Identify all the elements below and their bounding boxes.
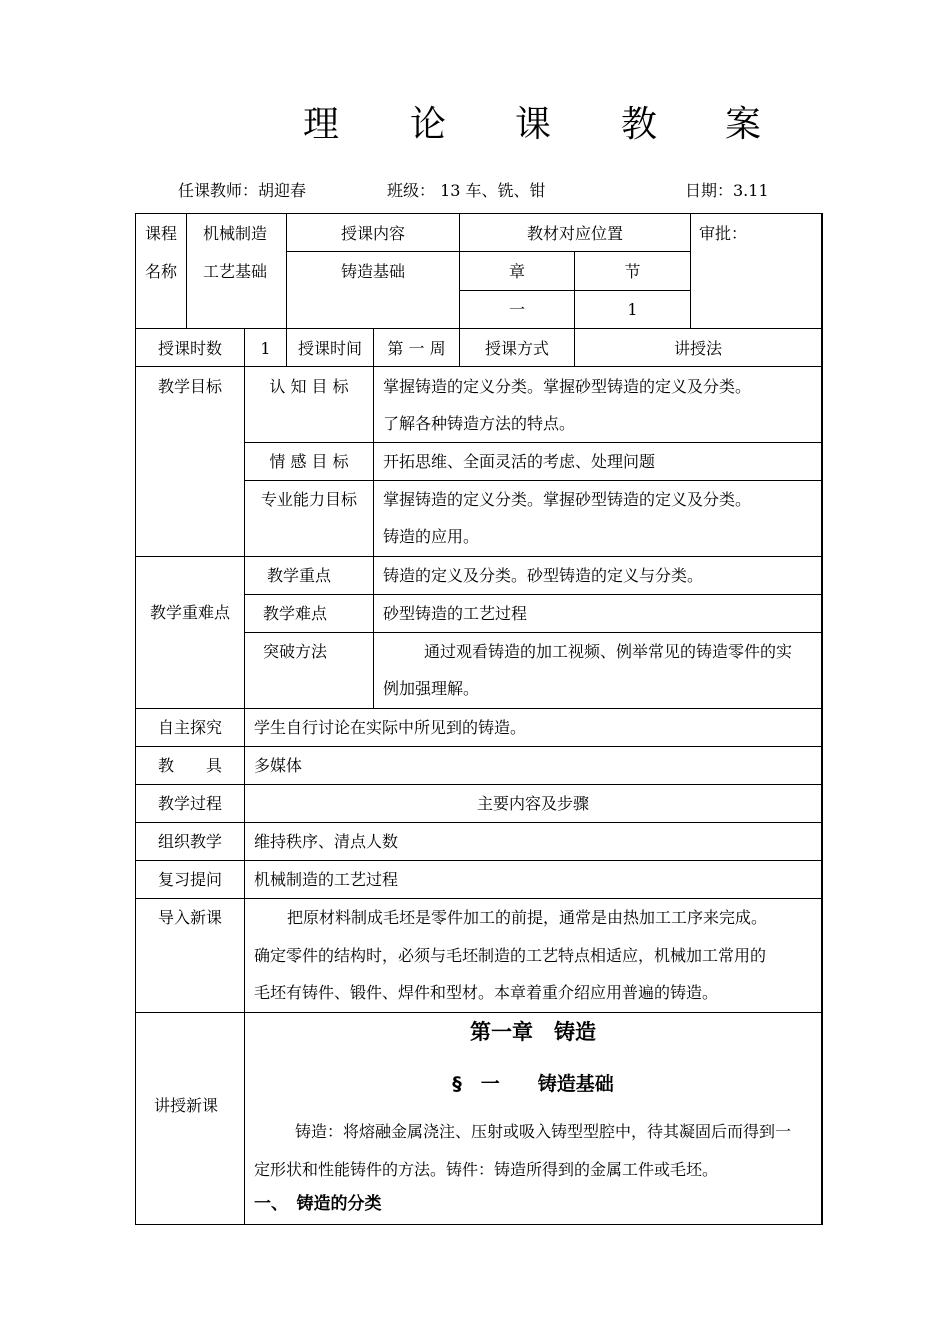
course-name-value: 机械制造: [203, 224, 268, 243]
emotion-goal-label: 情 感 目 标: [269, 452, 349, 471]
page-title: [0, 102, 950, 152]
course-name-label: 课程: [145, 224, 178, 243]
course-name-label: 名称: [145, 262, 178, 281]
cognitive-goal-text: 掌握铸造的定义分类。掌握砂型铸造的定义及分类。: [383, 377, 752, 396]
breakthrough-label: 突破方法: [262, 642, 327, 661]
table-line: [373, 366, 374, 556]
content-value: 铸造基础: [340, 262, 405, 281]
difficulty-label: 教学难点: [262, 604, 327, 623]
goals-label: 教学目标: [157, 377, 222, 396]
focus-text: 铸造的定义及分类。砂型铸造的定义与分类。: [383, 566, 704, 585]
table-border: [135, 213, 822, 214]
cognitive-goal-text: 了解各种铸造方法的特点。: [383, 414, 576, 433]
tools-text: 多媒体: [254, 756, 303, 775]
breakthrough-text: 例加强理解。: [383, 679, 480, 698]
content-label: 授课内容: [340, 224, 405, 243]
header-info: [0, 178, 950, 204]
chapter-title: 第一章 铸造: [470, 1020, 596, 1044]
process-text: 主要内容及步骤: [476, 794, 589, 813]
breakthrough-text: 通过观看铸造的加工视频、例举常见的铸造零件的实: [424, 642, 793, 661]
focus-label: 教学重点: [266, 566, 331, 585]
date-info: 日期：3.11: [685, 181, 769, 200]
intro-text: 把原材料制成毛坯是零件加工的前提，通常是由热加工工序来完成。: [287, 908, 768, 927]
chapter-label: 章: [508, 262, 525, 281]
table-line: [690, 213, 691, 328]
intro-text: 确定零件的结构时，必须与毛坯制造的工艺特点相适应，机械加工常用的: [254, 946, 767, 965]
process-label: 教学过程: [157, 794, 222, 813]
table-border: [135, 1224, 822, 1225]
subsection-heading: 一、 铸造的分类: [254, 1194, 382, 1214]
table-line: [135, 1012, 822, 1013]
emotion-goal-text: 开拓思维、全面灵活的考虑、处理问题: [383, 452, 656, 471]
method-label: 授课方式: [484, 339, 549, 358]
intro-text: 毛坯有铸件、锻件、焊件和型材。本章着重介绍应用普遍的铸造。: [254, 983, 719, 1002]
teacher-info: 任课教师：胡迎春: [178, 181, 307, 200]
self-study-text: 学生自行讨论在实际中所见到的铸造。: [254, 718, 527, 737]
lecture-label: 讲授新课: [153, 1096, 218, 1115]
course-name-value: 工艺基础: [203, 262, 268, 281]
review-text: 机械制造的工艺过程: [254, 870, 399, 889]
class-info: 班级： 13 车、铣、钳: [387, 181, 546, 200]
review-label: 复习提问: [157, 870, 222, 889]
textbook-label: 教材对应位置: [526, 224, 623, 243]
intro-label: 导入新课: [157, 908, 222, 927]
tools-label: 教 具: [157, 756, 222, 775]
title-char: 教: [621, 104, 658, 145]
ability-goal-text: 铸造的应用。: [383, 527, 480, 546]
table-border: [821, 213, 823, 1225]
difficulty-text: 砂型铸造的工艺过程: [383, 604, 528, 623]
ability-goal-text: 掌握铸造的定义分类。掌握砂型铸造的定义及分类。: [383, 490, 752, 509]
title-char: 理: [303, 104, 340, 145]
hours-label: 授课时数: [157, 339, 222, 358]
method-value: 讲授法: [673, 339, 722, 358]
ability-goal-label: 专业能力目标: [260, 490, 357, 509]
table-line: [186, 213, 187, 328]
chapter-value: 一: [508, 300, 525, 319]
title-char: 论: [410, 104, 447, 145]
definition-text: 铸造：将熔融金属浇注、压射或吸入铸型型腔中，待其凝固后而得到一: [295, 1122, 792, 1141]
definition-text: 定形状和性能铸件的方法。铸件：铸造所得到的金属工件或毛坯。: [254, 1160, 719, 1179]
organize-label: 组织教学: [157, 832, 222, 851]
section-value: 1: [627, 300, 638, 319]
hours-value: 1: [260, 339, 271, 358]
time-value: 第 一 周: [387, 339, 446, 358]
self-study-label: 自主探究: [157, 718, 222, 737]
time-label: 授课时间: [297, 339, 362, 358]
section-label: 节: [624, 262, 641, 281]
keypoints-label: 教学重难点: [149, 603, 230, 622]
title-char: 案: [725, 104, 762, 145]
approval-label: 审批：: [699, 224, 748, 243]
organize-text: 维持秩序、清点人数: [254, 832, 399, 851]
section-title: § 一 铸造基础: [452, 1073, 614, 1095]
cognitive-goal-label: 认 知 目 标: [269, 377, 349, 396]
title-char: 课: [515, 104, 552, 145]
